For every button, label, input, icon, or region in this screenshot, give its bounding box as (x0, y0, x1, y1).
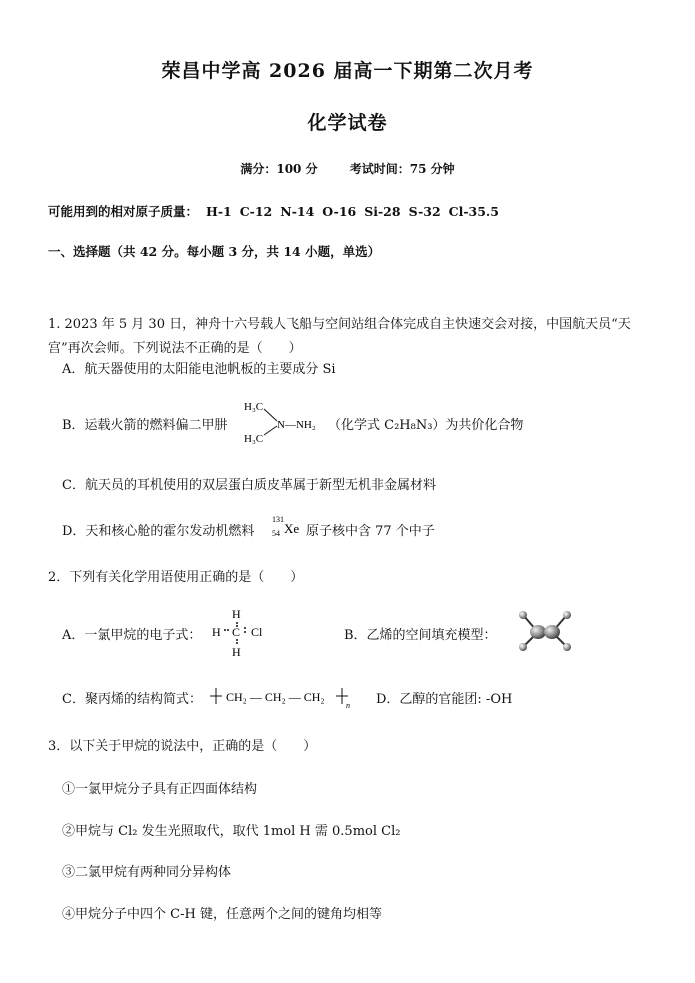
atomic-masses (48, 202, 499, 220)
exam-title: 荣昌中学高 2026 届高一下期第二次月考 (161, 60, 534, 82)
subscript-n: n (346, 701, 350, 710)
q1-option-d (62, 520, 254, 539)
dot (227, 629, 229, 631)
dot (244, 627, 246, 629)
atomic-number: 54 (272, 529, 280, 538)
atomic-mass-item: Si-28 (364, 204, 401, 219)
atomic-masses-label: 可能用到的相对原子质量： (48, 204, 199, 219)
polypropylene-structure (208, 682, 358, 710)
dot (236, 639, 238, 641)
q1-stem-line1: 1. 2023 年 5 月 30 日，神舟十六号载人飞船与空间站组合体完成自主快速交会对接，中国航天员“天 (48, 317, 631, 332)
n-nh2-label: N—NH₂ (277, 419, 316, 431)
h-bottom: H (232, 645, 241, 659)
full-score: 满分：100 分 (240, 162, 318, 176)
chloromethane-electron-dot (210, 604, 270, 660)
q1-option-d-suffix: 原子核中含 77 个中子 (306, 524, 435, 539)
ethylene-space-filling-model (514, 608, 576, 656)
ch3-top-label: H₃C (244, 401, 264, 413)
q2-option-c-prefix: C．聚丙烯的结构简式： (62, 692, 202, 707)
h-top: H (232, 607, 241, 621)
dot (244, 631, 246, 633)
repeat-unit: CH₂ — CH₂ — CH₂ (226, 690, 325, 704)
q1-option-b-prefix: B．运载火箭的燃料偏二甲肼 (62, 418, 228, 433)
q1-option-b (62, 414, 228, 433)
q1-option-b-suffix: （化学式 C₂H₈N₃）为共价化合物 (328, 418, 524, 433)
q1-option-a: A．航天器使用的太阳能电池帆板的主要成分 Si (62, 362, 336, 377)
dimethylhydrazine-structure (244, 398, 324, 446)
h-left: H (212, 625, 221, 639)
atomic-mass-item: S-32 (408, 204, 441, 219)
q2-option-b: B．乙烯的空间填充模型： (344, 628, 497, 643)
q3-statement-4: ④甲烷分子中四个 C-H 键，任意两个之间的键角均相等 (62, 907, 382, 922)
q1-option-d-prefix: D．天和核心舱的霍尔发动机燃料 (62, 524, 255, 539)
q2-option-a (62, 624, 201, 643)
q2-option-a-prefix: A．一氯甲烷的电子式： (62, 628, 202, 643)
q2-option-c (62, 688, 202, 707)
q2-stem: 2．下列有关化学用语使用正确的是（ ） (48, 570, 304, 585)
q2-option-d: D．乙醇的官能团: -OH (376, 692, 513, 707)
hydrogen-atom (563, 643, 571, 651)
carbon: C (232, 625, 241, 639)
atomic-mass-item: N-14 (280, 204, 315, 219)
atomic-mass-item: H-1 (206, 204, 232, 219)
xenon-nuclide (272, 512, 306, 540)
section-heading: 一、选择题（共 42 分。每小题 3 分，共 14 小题，单选） (48, 244, 381, 259)
exam-subtitle: 化学试卷 (307, 112, 388, 134)
q3-statement-1: ①一氯甲烷分子具有正四面体结构 (62, 782, 258, 797)
carbon-atom (530, 625, 546, 639)
bond-top (264, 409, 277, 421)
mass-number: 131 (272, 515, 284, 524)
q1-stem-line2: 宫”再次会师。下列说法不正确的是（ ） (48, 341, 302, 356)
atomic-mass-item: C-12 (239, 204, 273, 219)
hydrogen-atom (519, 643, 527, 651)
element-symbol: Xe (284, 521, 300, 536)
chlorine: Cl (251, 625, 263, 639)
ch3-bottom-label: H₃C (244, 433, 264, 445)
q3-statement-3: ③二氯甲烷有两种同分异构体 (62, 865, 232, 880)
dot (236, 622, 238, 624)
atomic-mass-item: O-16 (322, 204, 357, 219)
atomic-mass-item: Cl-35.5 (448, 204, 499, 219)
exam-time: 考试时间：75 分钟 (349, 162, 455, 176)
q3-stem: 3．以下关于甲烷的说法中，正确的是（ ） (48, 739, 317, 754)
hydrogen-atom (563, 611, 571, 619)
carbon-atom (544, 625, 560, 639)
exam-meta (0, 160, 695, 177)
dot (236, 642, 238, 644)
q3-statement-2: ②甲烷与 Cl₂ 发生光照取代，取代 1mol H 需 0.5mol Cl₂ (62, 824, 401, 839)
q1-option-c: C．航天员的耳机使用的双层蛋白质皮革属于新型无机非金属材料 (62, 478, 436, 493)
dot (224, 629, 226, 631)
hydrogen-atom (519, 611, 527, 619)
bond-bottom (264, 426, 277, 435)
